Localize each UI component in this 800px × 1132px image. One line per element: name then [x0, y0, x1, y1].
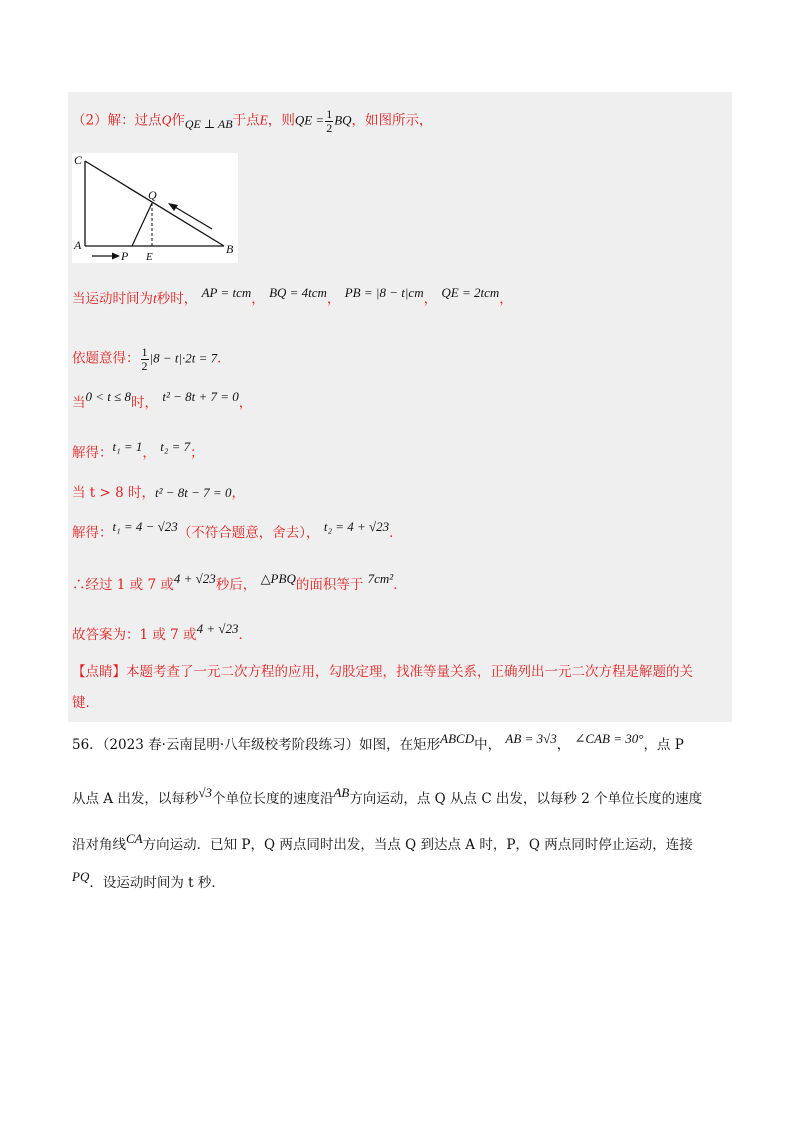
solution-line-therefore: [72, 571, 407, 593]
text-yudian: 于点: [232, 112, 260, 129]
comma-3: ，: [423, 291, 438, 307]
math-bq4: BQ = 4tcm: [269, 285, 327, 300]
q56-point-p: ，点 P: [643, 737, 684, 753]
math-t2b: t₂ = 4 + √23: [323, 519, 390, 534]
text-yiti: 依题意得：: [72, 350, 140, 367]
text-dang: 当: [72, 395, 86, 411]
math-area: 7cm²: [367, 571, 394, 586]
frac-den: 2: [326, 120, 333, 135]
text-after: 秒后，: [215, 577, 257, 593]
math-t1a: t₁ = 1: [112, 439, 143, 454]
q56-line2b: 个单位长度的速度沿: [211, 791, 334, 807]
math-t1b: t₁ = 4 − √23: [112, 519, 178, 534]
comma-2: ，: [326, 291, 341, 307]
q56-line2c: 方向运动，点 Q 从点 C 出发，以每秒 2 个单位长度的速度: [349, 791, 703, 807]
q56-line3b: 方向运动．已知 P，Q 两点同时出发，当点 Q 到达点 A 时，P，Q 两点同时停止运动，连接: [142, 837, 693, 853]
question-56-line-1: [72, 731, 732, 753]
math-qe2: QE = 2tcm: [441, 285, 500, 300]
math-eq3: t² − 8t − 7 = 0: [155, 485, 232, 500]
label-q: Q: [148, 188, 157, 202]
comma-1: ，: [251, 291, 265, 307]
text-time: 当运动时间为: [72, 291, 153, 307]
q56-CA: CA: [126, 831, 143, 846]
math-qe-eq: QE =: [294, 112, 325, 128]
text-cond2: 当 t > 8 时，: [72, 485, 155, 501]
question-56-line-3: [72, 831, 732, 853]
text-sec: 秒时，: [156, 291, 198, 307]
q56-AB: AB: [333, 785, 350, 800]
frac-den-2: 2: [141, 358, 148, 373]
math-triangle: △PBQ: [260, 571, 296, 586]
text-jiede-1: 解得：: [72, 445, 113, 461]
math-eq1: |8 − t|·2t = 7: [149, 350, 218, 366]
q56-line2a: 从点 A 出发，以每秒: [72, 791, 199, 807]
point-e: E: [259, 112, 268, 128]
frac-num: 1: [326, 107, 333, 121]
solution-line-case1: [72, 389, 253, 411]
question-56-line-2: [72, 785, 732, 807]
label-p: P: [121, 249, 129, 263]
math-pb: PB = |8 − t|cm: [344, 285, 424, 300]
comma-5: ，: [238, 395, 253, 411]
q56-cab: ∠CAB = 30°: [574, 731, 644, 746]
math-bq: BQ: [334, 112, 352, 128]
math-answer-val: 4 + √23: [196, 621, 239, 636]
period-1: ．: [217, 350, 231, 367]
text-zuo: 作: [171, 112, 185, 129]
math-eq2: t² − 8t + 7 = 0: [162, 389, 239, 404]
text-answer: 故答案为：1 或 7 或: [72, 627, 197, 643]
label-e: E: [146, 251, 153, 263]
q56-line4: ．设运动时间为 t 秒．: [89, 875, 225, 891]
comment-line-1: [72, 666, 693, 680]
q56-intro: 56．（2023 春·云南昆明·八年级校考阶段练习）如图，在矩形: [72, 737, 441, 753]
q56-ab: AB = 3√3: [505, 731, 557, 746]
solution-line-1: [72, 108, 433, 134]
text-therefore: ∴经过 1 或 7 或: [72, 577, 174, 593]
q56-PQ: PQ: [72, 869, 90, 884]
period-3: ．: [393, 577, 407, 593]
solution-line-case2: [72, 486, 245, 501]
text-jiede-2: 解得：: [72, 525, 113, 541]
period-4: ．: [238, 627, 252, 643]
math-qe-perp-ab: QE ⊥ AB: [184, 116, 233, 131]
q56-zhong: 中，: [474, 737, 502, 753]
text-ze: ，则: [267, 112, 295, 129]
q56-comma-1: ，: [556, 737, 571, 753]
period-2: ．: [389, 525, 403, 541]
comma-6: ，: [142, 445, 156, 461]
q56-line3a: 沿对角线: [72, 837, 126, 853]
text-rutu: ，如图所示，: [351, 112, 433, 129]
fraction-half-2: [141, 346, 149, 372]
part2-label: （2）解：过点: [72, 112, 162, 129]
label-b: B: [226, 242, 234, 256]
text-area: 的面积等于: [295, 577, 364, 593]
math-ap: AP = tcm: [201, 285, 252, 300]
label-a: A: [74, 238, 82, 252]
comment-text-1: 【点睛】本题考查了一元二次方程的应用，勾股定理，找准等量关系，正确列出一元二次方程是解题的关: [72, 664, 693, 680]
text-reject: （不符合题意，舍去），: [177, 525, 320, 541]
q56-abcd: ABCD: [440, 731, 475, 746]
point-q: Q: [161, 112, 172, 128]
semicolon: ；: [190, 445, 204, 461]
text-shi: 时，: [131, 395, 159, 411]
geometry-figure: [72, 153, 238, 263]
solution-line-answer: [72, 621, 252, 643]
var-t: t: [153, 291, 157, 306]
frac-num-2: 1: [141, 345, 148, 359]
math-t2a: t₂ = 7: [160, 439, 191, 454]
question-56-line-4: [72, 869, 732, 891]
comment-line-2: [72, 697, 99, 711]
fraction-half: [325, 108, 333, 134]
solution-line-solve1: [72, 439, 204, 461]
solution-line-equation: [72, 346, 231, 372]
math-val: 4 + √23: [173, 571, 216, 586]
q56-sqrt3: √3: [198, 785, 212, 800]
comma-7: ，: [231, 485, 245, 501]
comment-text-2: 键．: [72, 695, 99, 711]
solution-line-time: [72, 285, 513, 307]
label-c: C: [74, 153, 83, 167]
solution-line-solve2: [72, 519, 403, 541]
math-cond1: 0 < t ≤ 8: [85, 389, 132, 404]
comma-4: ，: [499, 291, 513, 307]
